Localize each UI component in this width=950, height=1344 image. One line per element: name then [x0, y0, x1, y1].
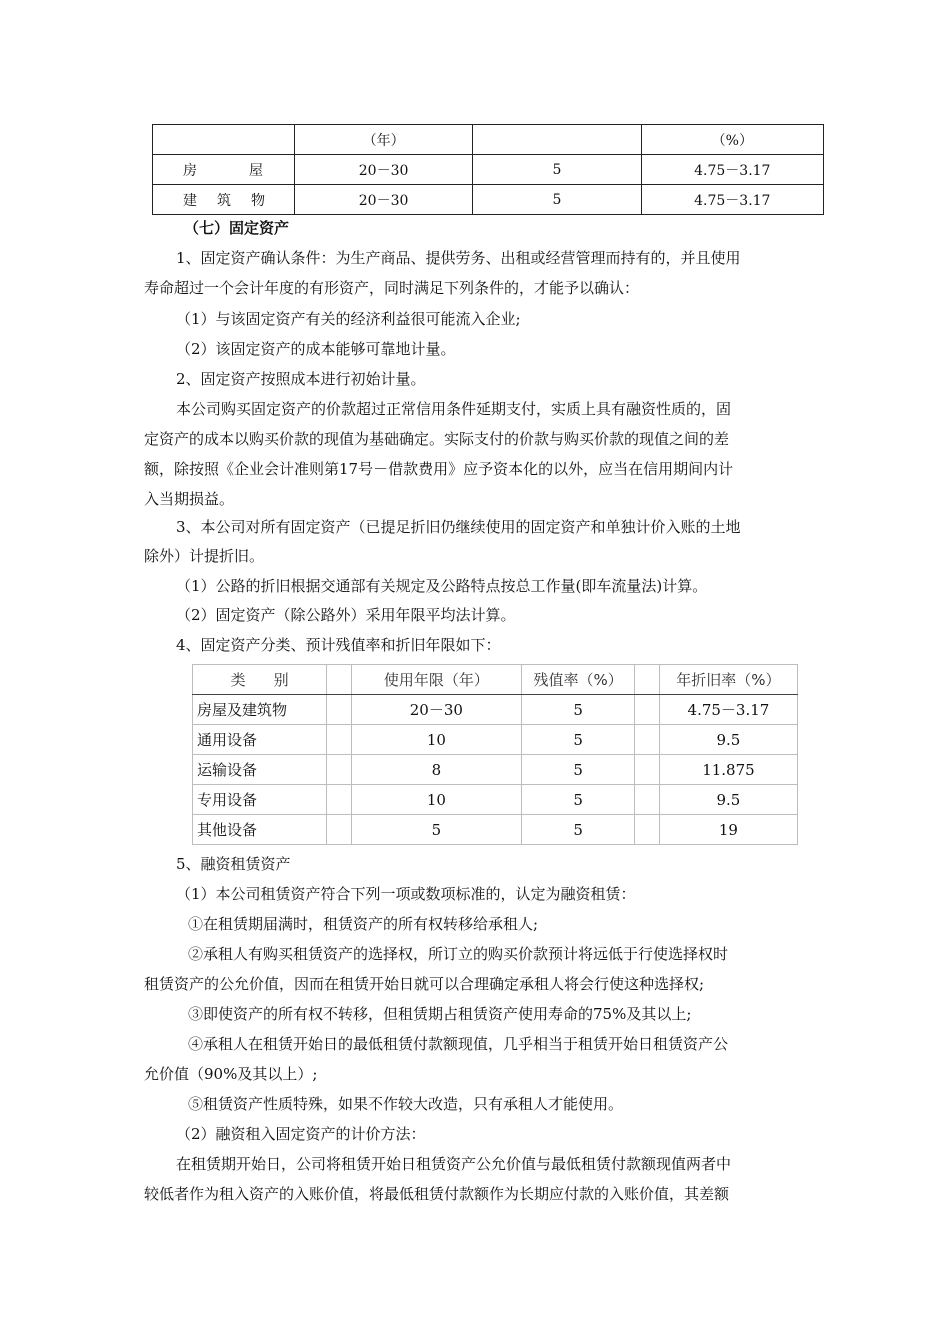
table-spacer [635, 665, 659, 695]
table-cell: 5 [521, 755, 634, 785]
list-item: ①在租赁期届满时，租赁资产的所有权转移给承租人; [188, 915, 539, 933]
list-item: （1）与该固定资产有关的经济利益很可能流入企业; [176, 310, 521, 328]
table-row [193, 725, 798, 755]
list-item: ⑤租赁资产性质特殊，如果不作较大改造，只有承租人才能使用。 [188, 1095, 624, 1113]
char: 类 [230, 671, 246, 689]
table-cell: 5 [473, 185, 641, 215]
table-cell: （年） [294, 125, 472, 155]
char: 屋 [249, 162, 263, 179]
table-spacer [327, 695, 351, 725]
char: 别 [273, 671, 289, 689]
paragraph-line: 4、固定资产分类、预计残值率和折旧年限如下： [176, 636, 501, 654]
paragraph-line: 2、固定资产按照成本进行初始计量。 [176, 370, 426, 388]
list-item: ③即使资产的所有权不转移，但租赁期占租赁资产使用寿命的75%及其以上; [188, 1005, 692, 1023]
depreciation-table [192, 664, 798, 845]
table-cell: 5 [521, 695, 634, 725]
table-header-cell: 年折旧率（%） [659, 665, 797, 695]
paragraph-line: 本公司购买固定资产的价款超过正常信用条件延期支付，实质上具有融资性质的，固 [176, 400, 732, 418]
table-cell: 20－30 [294, 155, 472, 185]
paragraph-line: 5、融资租赁资产 [176, 855, 291, 873]
table-cell: 运输设备 [193, 755, 327, 785]
list-item: （2）固定资产（除公路外）采用年限平均法计算。 [176, 606, 516, 624]
table-spacer [635, 815, 659, 845]
table-cell: 11.875 [659, 755, 797, 785]
table-spacer [327, 785, 351, 815]
table-row [153, 155, 824, 185]
table-cell [153, 185, 295, 215]
table-spacer [635, 755, 659, 785]
category-label [183, 190, 265, 210]
table-cell: 20－30 [294, 185, 472, 215]
table-cell: 4.75－3.17 [659, 695, 797, 725]
table-row [153, 185, 824, 215]
table-cell: 4.75－3.17 [641, 155, 823, 185]
category-label [183, 160, 263, 180]
table-cell: 5 [473, 155, 641, 185]
table-cell: 5 [521, 725, 634, 755]
table-spacer [327, 725, 351, 755]
list-item: ②承租人有购买租赁资产的选择权，所订立的购买价款预计将远低于行使选择权时 [188, 945, 729, 963]
table-cell: 8 [351, 755, 521, 785]
table-cell [153, 155, 295, 185]
table-cell: 9.5 [659, 785, 797, 815]
table-spacer [635, 695, 659, 725]
table-spacer [635, 725, 659, 755]
table-cell: 10 [351, 725, 521, 755]
table-header-row [193, 665, 798, 695]
list-item: ④承租人在租赁开始日的最低租赁付款额现值，几乎相当于租赁开始日租赁资产公 [188, 1035, 729, 1053]
paragraph-line: 入当期损益。 [144, 490, 235, 508]
table-cell: 通用设备 [193, 725, 327, 755]
depreciation-table-top [152, 124, 824, 215]
table-cell: 19 [659, 815, 797, 845]
table-cell: 9.5 [659, 725, 797, 755]
table-spacer [327, 815, 351, 845]
paragraph-line: 租赁资产的公允价值，因而在租赁开始日就可以合理确定承租人将会行使这种选择权; [144, 975, 705, 993]
paragraph-line: 较低者作为租入资产的入账价值，将最低租赁付款额作为长期应付款的入账价值，其差额 [144, 1185, 730, 1203]
table-cell: 房屋及建筑物 [193, 695, 327, 725]
table-row [193, 815, 798, 845]
paragraph-line: 1、固定资产确认条件：为生产商品、提供劳务、出租或经营管理而持有的，并且使用 [176, 249, 741, 267]
table-cell: 5 [521, 785, 634, 815]
list-item: （1）公路的折旧根据交通部有关规定及公路特点按总工作量(即车流量法)计算。 [176, 577, 708, 595]
section-title: （七）固定资产 [184, 219, 290, 237]
table-cell: （%） [641, 125, 823, 155]
table-cell: 20－30 [351, 695, 521, 725]
paragraph-line: 在租赁期开始日，公司将租赁开始日租赁资产公允价值与最低租赁付款额现值两者中 [176, 1155, 732, 1173]
table-row [193, 785, 798, 815]
table-row [193, 695, 798, 725]
char: 筑 [217, 192, 231, 209]
list-item: （2）融资租入固定资产的计价方法： [176, 1125, 426, 1143]
table-row [193, 755, 798, 785]
paragraph-line: 定资产的成本以购买价款的现值为基础确定。实际支付的价款与购买价款的现值之间的差 [144, 430, 730, 448]
paragraph-line: 额，除按照《企业会计准则第17号－借款费用》应予资本化的以外，应当在信用期间内计 [144, 460, 734, 478]
list-item: （2）该固定资产的成本能够可靠地计量。 [176, 340, 456, 358]
char: 房 [183, 162, 197, 179]
table-cell: 5 [351, 815, 521, 845]
table-cell: 5 [521, 815, 634, 845]
paragraph-line: 允价值（90%及其以上）; [144, 1065, 318, 1083]
list-item: （1）本公司租赁资产符合下列一项或数项标准的，认定为融资租赁： [176, 885, 636, 903]
table-header-cell: 残值率（%） [521, 665, 634, 695]
table-cell: 4.75－3.17 [641, 185, 823, 215]
table-header-cell [193, 665, 327, 695]
table-spacer [327, 755, 351, 785]
table-spacer [327, 665, 351, 695]
paragraph-line: 3、本公司对所有固定资产（已提足折旧仍继续使用的固定资产和单独计价入账的土地 [176, 518, 741, 536]
table-cell: 专用设备 [193, 785, 327, 815]
char: 物 [251, 192, 265, 209]
table-cell [473, 125, 641, 155]
paragraph-line: 除外）计提折旧。 [144, 547, 265, 565]
table-cell: 10 [351, 785, 521, 815]
table-header-cell: 使用年限（年） [351, 665, 521, 695]
char: 建 [183, 192, 197, 209]
paragraph-line: 寿命超过一个会计年度的有形资产，同时满足下列条件的，才能予以确认： [144, 279, 640, 297]
table-row [153, 125, 824, 155]
table-spacer [635, 785, 659, 815]
table-cell [153, 125, 295, 155]
table-cell: 其他设备 [193, 815, 327, 845]
